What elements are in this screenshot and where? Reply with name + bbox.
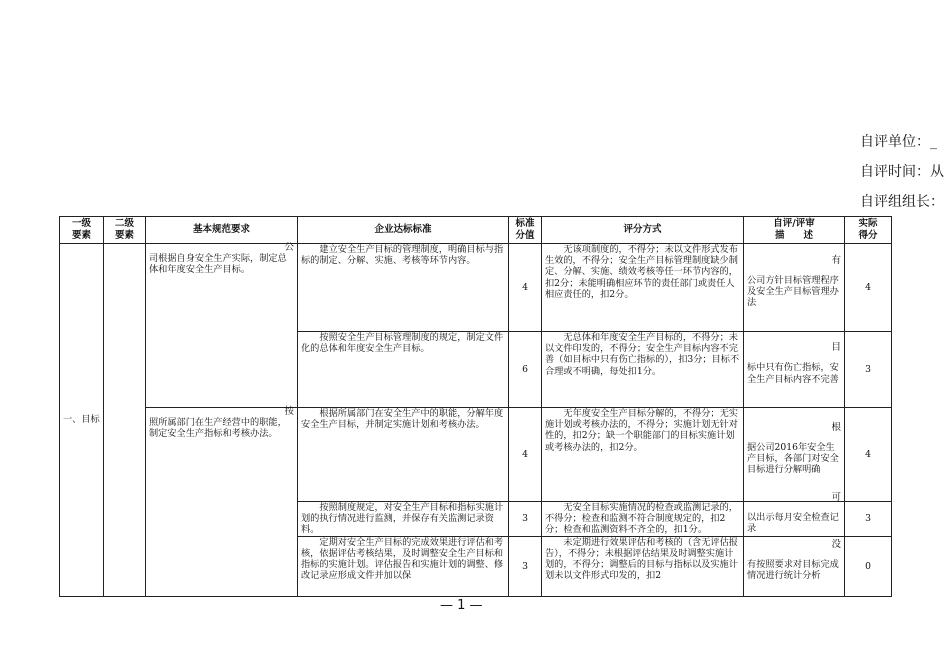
scoring-method-cell: 无总体和年度安全生产目标的，不得分；未以文件印发的，不得分；安全生产目标内容不完善（如目标中只有伤亡指标的），扣3分；目标不合理或不明确，每处扣1分。 bbox=[542, 332, 744, 408]
page-number: — 1 — bbox=[440, 598, 483, 613]
basic-requirement-first-char: 按 bbox=[284, 406, 294, 417]
self-eval-first-char: 根 bbox=[831, 421, 841, 433]
scoring-method-cell: 无安全目标实施情况的检查或监测记录的，不得分；检查和监测不符合制度规定的，扣2分；检查和监测资料不齐全的，扣1分。 bbox=[542, 502, 744, 537]
standard-score-cell: 3 bbox=[509, 502, 542, 537]
self-eval-text: 公司方针目标管理程序及安全生产目标管理办法 bbox=[747, 274, 839, 309]
col-second-level-header: 二级 要素 bbox=[104, 217, 146, 244]
evaluation-table bbox=[59, 216, 892, 597]
table-header-row bbox=[60, 217, 892, 244]
self-eval-first-char: 目 bbox=[831, 342, 841, 354]
actual-score-cell: 3 bbox=[845, 502, 892, 537]
basic-requirement-text: 照所属部门在生产经营中的职能，制定安全生产指标和考核办法。 bbox=[149, 417, 287, 440]
scoring-method-cell: 无该项制度的，不得分；未以文件形式发布生效的，不得分；安全生产目标管理制度缺少制定、分解、实施、绩效考核等任一环节内容的，扣2分；未能明确相应环节的责任部门或责任人相应责任的，扣2分。 bbox=[542, 244, 744, 332]
standard-score-cell: 6 bbox=[509, 332, 542, 408]
basic-requirement-first-char: 公 bbox=[284, 242, 294, 253]
actual-score-cell: 4 bbox=[845, 408, 892, 502]
enterprise-standard-cell: 根据所属部门在安全生产中的职能，分解年度安全生产目标，并制定实施计划和考核办法。 bbox=[298, 408, 509, 502]
table-row bbox=[60, 244, 892, 332]
self-eval-description-cell bbox=[744, 491, 845, 537]
self-eval-unit-label: 自评单位：_ bbox=[860, 134, 937, 150]
col-self-eval-description-header: 自评/评审 描 述 bbox=[744, 217, 845, 244]
self-eval-first-char: 可 bbox=[831, 491, 841, 503]
second-level-element bbox=[104, 244, 146, 597]
self-eval-first-char: 有 bbox=[831, 254, 841, 266]
self-eval-time-label: 自评时间：从 bbox=[860, 164, 944, 180]
self-eval-description-cell bbox=[744, 536, 845, 596]
basic-requirement-text: 司根据自身安全生产实际，制定总体和年度安全生产目标。 bbox=[149, 253, 287, 276]
actual-score-cell: 3 bbox=[845, 332, 892, 408]
self-eval-text: 有按照要求对目标完成情况进行统计分析 bbox=[747, 558, 839, 582]
col-actual-score-header: 实际 得分 bbox=[845, 217, 892, 244]
enterprise-standard-cell: 建立安全生产目标的管理制度，明确目标与指标的制定、分解、实施、考核等环节内容。 bbox=[298, 244, 509, 332]
scoring-method-cell: 无年度安全生产目标分解的，不得分；无实施计划或考核办法的，不得分；实施计划无针对性的，扣2分；缺一个职能部门的目标实施计划或考核办法的，扣2分。 bbox=[542, 408, 744, 502]
enterprise-standard-cell: 按照制度规定，对安全生产目标和指标实施计划的执行情况进行监测，并保存有关监测记录资料。 bbox=[298, 502, 509, 537]
col-enterprise-standard-header: 企业达标标准 bbox=[298, 217, 509, 244]
table-body bbox=[60, 244, 892, 597]
col-scoring-method-header: 评分方式 bbox=[542, 217, 744, 244]
col-standard-score-header: 标准 分值 bbox=[509, 217, 542, 244]
actual-score-cell: 0 bbox=[845, 536, 892, 596]
standard-score-cell: 3 bbox=[509, 536, 542, 596]
enterprise-standard-cell: 定期对安全生产目标的完成效果进行评估和考核，依据评估考核结果，及时调整安全生产目标和指标的实施计划。评估报告和实施计划的调整、修改记录应形成文件并加以保 bbox=[298, 536, 509, 596]
self-eval-description-cell bbox=[744, 332, 845, 408]
basic-requirement-cell bbox=[146, 244, 298, 408]
self-eval-text: 标中只有伤亡指标，安全生产目标内容不完善 bbox=[747, 362, 839, 385]
enterprise-standard-cell: 按照安全生产目标管理制度的规定，制定文件化的总体和年度安全生产目标。 bbox=[298, 332, 509, 408]
self-eval-first-char: 没 bbox=[831, 538, 841, 550]
standard-score-cell: 4 bbox=[509, 244, 542, 332]
standard-score-cell: 4 bbox=[509, 408, 542, 502]
self-eval-leader-label: 自评组组长： bbox=[860, 194, 944, 210]
first-level-element: 一、目标 bbox=[60, 244, 104, 597]
basic-requirement-cell bbox=[146, 408, 298, 597]
scoring-method-cell: 未定期进行效果评估和考核的（含无评估报告），不得分；未根据评估结果及时调整实施计划的，不得分；调整后的目标与指标以及实施计划未以文件形式印发的，扣2 bbox=[542, 536, 744, 596]
self-eval-text: 据公司2016年安全生产目标，各部门对安全目标进行分解明确 bbox=[747, 441, 839, 476]
col-first-level-header: 一级 要素 bbox=[60, 217, 104, 244]
self-eval-description-cell bbox=[744, 408, 845, 502]
self-eval-text: 以出示每月安全检查记录 bbox=[747, 511, 839, 534]
actual-score-cell: 4 bbox=[845, 244, 892, 332]
col-basic-requirement-header: 基本规范要求 bbox=[146, 217, 298, 244]
self-eval-description-cell bbox=[744, 244, 845, 332]
table-row bbox=[60, 408, 892, 502]
